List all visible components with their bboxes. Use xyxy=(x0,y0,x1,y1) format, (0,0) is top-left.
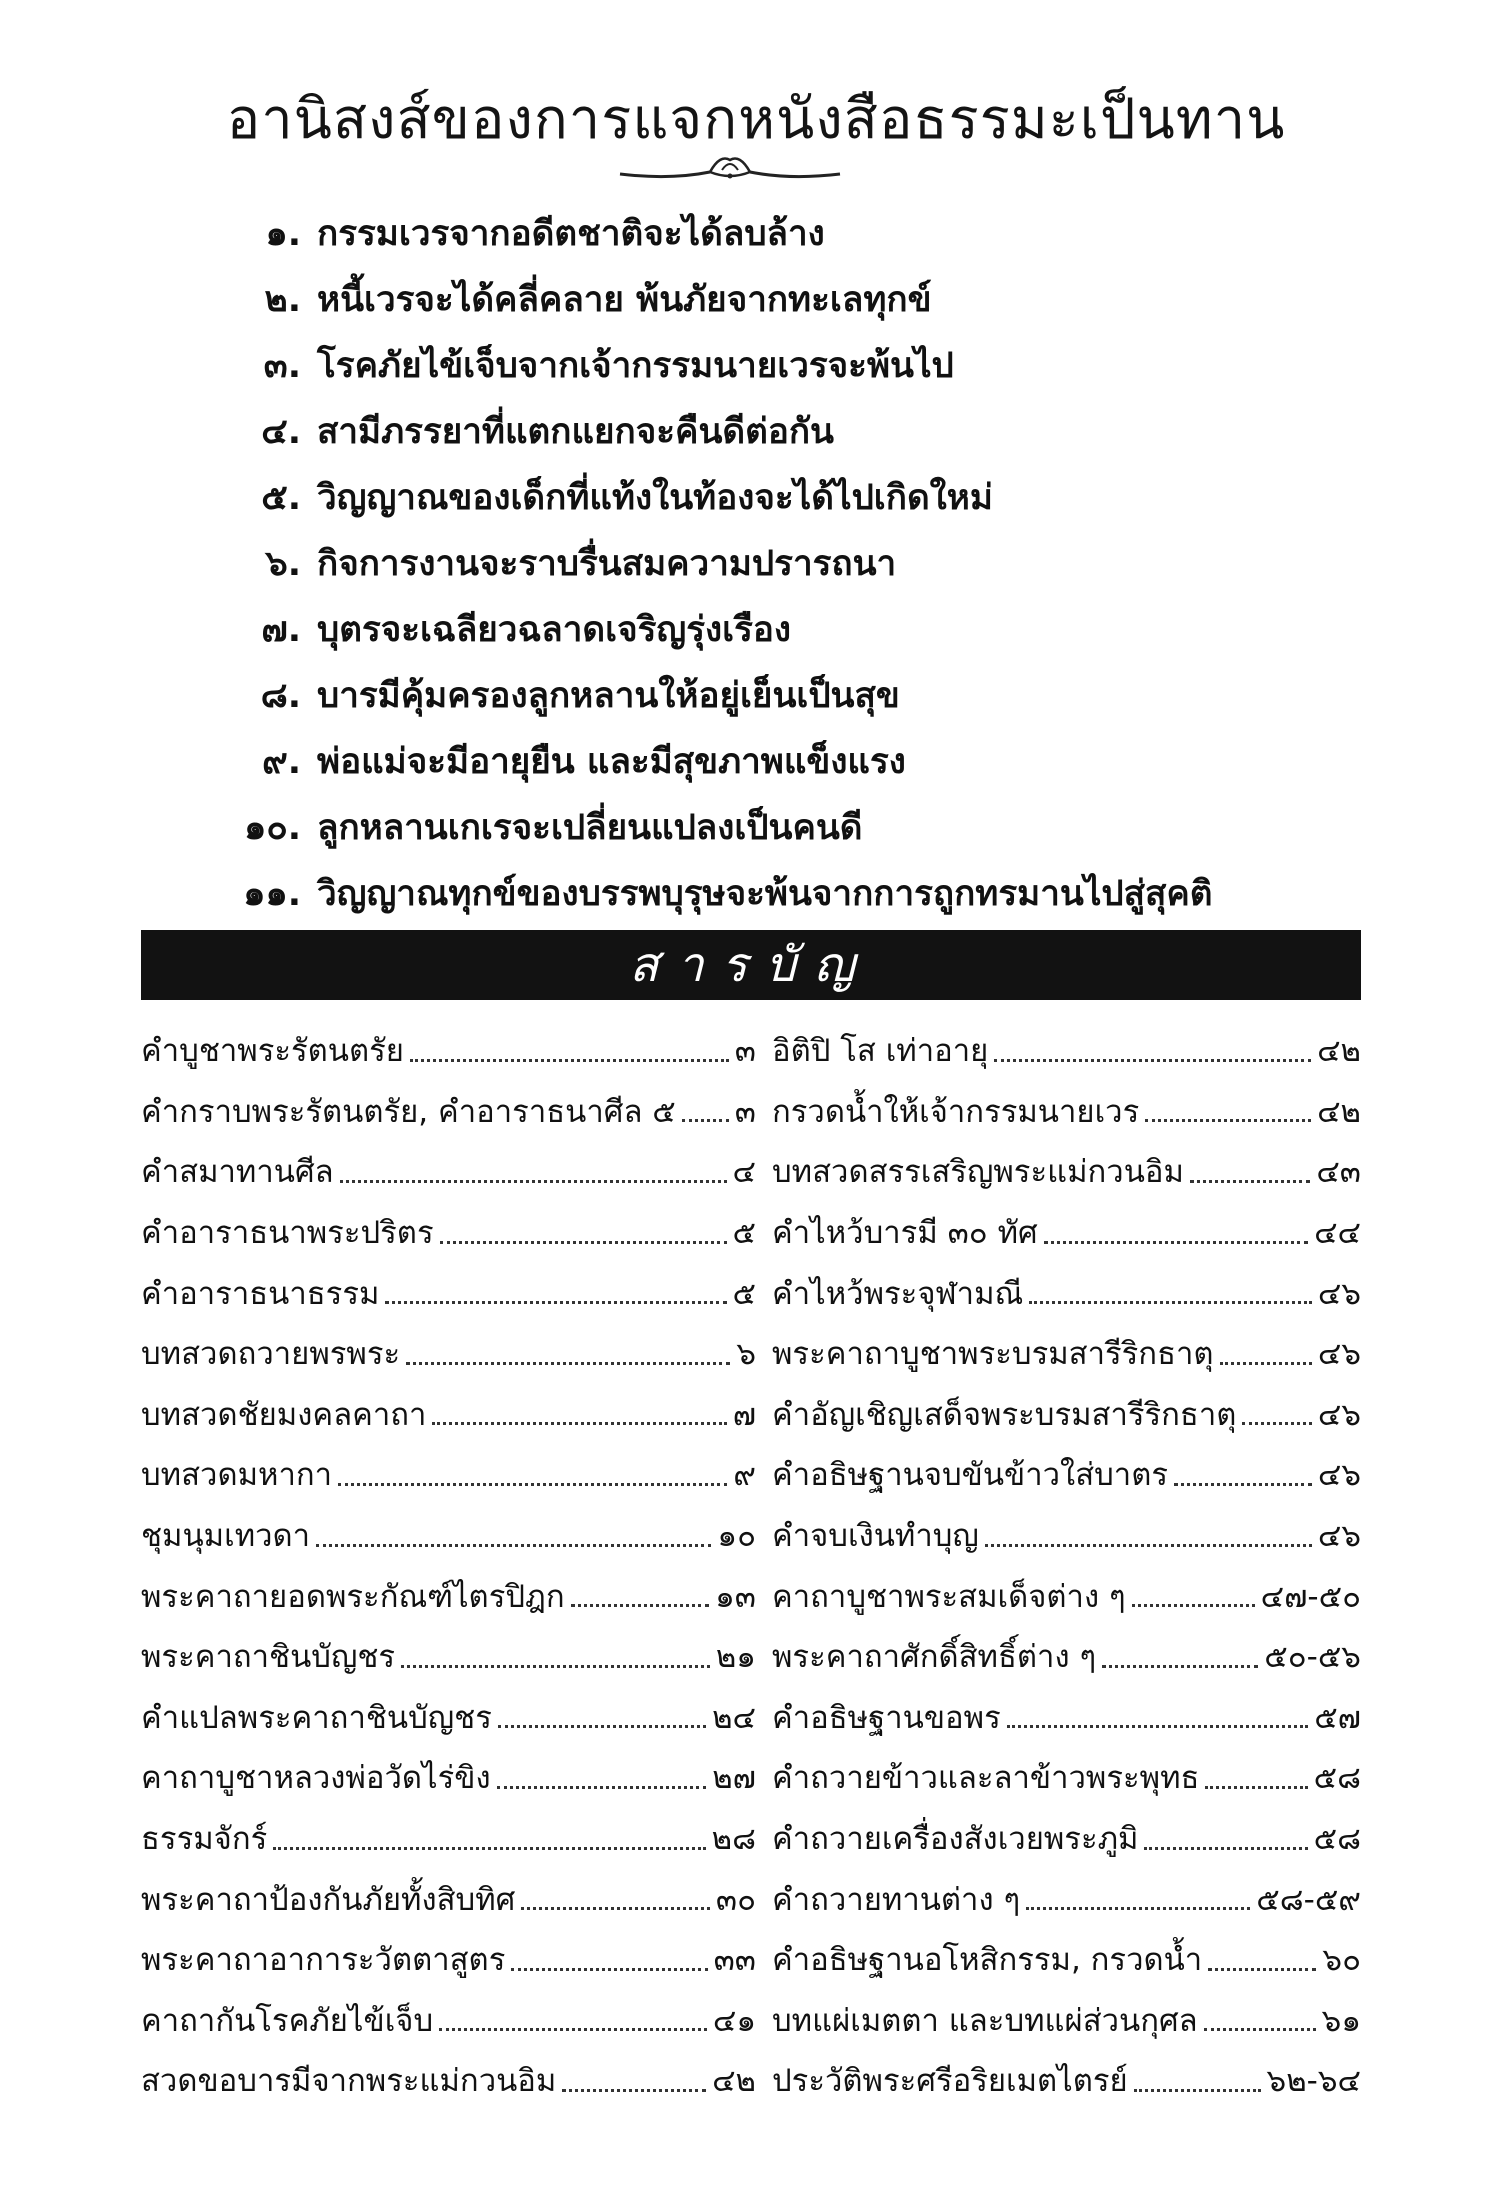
toc-entry xyxy=(141,1262,756,1323)
item-text: ลูกหลานเกเรจะเปลี่ยนแปลงเป็นคนดี xyxy=(317,807,863,848)
toc-heading: สารบัญ xyxy=(629,937,873,993)
toc-heading-banner xyxy=(141,930,1361,1000)
toc-entry xyxy=(772,1626,1361,1687)
list-item xyxy=(225,398,1213,464)
page-title: อานิสงส์ของการแจกหนังสือธรรมะเป็นทาน xyxy=(226,87,1286,152)
toc-entry-title: คำกราบพระรัตนตรัย, คำอาราธนาศีล ๕ xyxy=(141,1093,676,1130)
toc-entry xyxy=(141,1141,756,1202)
toc-entry-title: คาถากันโรคภัยไข้เจ็บ xyxy=(141,2002,434,2039)
dot-leader xyxy=(432,1422,726,1425)
toc-entry-page: ๓ xyxy=(734,1093,756,1130)
dot-leader xyxy=(521,1907,710,1910)
list-item xyxy=(225,728,1213,794)
dot-leader xyxy=(1026,1907,1250,1910)
list-item xyxy=(225,596,1213,662)
dot-leader xyxy=(497,1786,707,1789)
toc-entry-title: คำบูชาพระรัตนตรัย xyxy=(141,1033,404,1070)
toc-entry-title: อิติปิ โส เท่าอายุ xyxy=(772,1033,989,1070)
toc-entry xyxy=(772,1262,1361,1323)
toc-entry xyxy=(141,1202,756,1263)
item-number: ๖. xyxy=(265,543,301,584)
toc-entry-title: คาถาบูชาหลวงพ่อวัดไร่ขิง xyxy=(141,1760,491,1797)
toc-entry-page: ๒๑ xyxy=(715,1639,756,1676)
toc-entry xyxy=(141,2050,756,2111)
toc-entry-title: คำไหว้พระจุฬามณี xyxy=(772,1275,1024,1312)
toc-entry-page: ๕ xyxy=(732,1275,756,1312)
toc-entry-page: ๔๓ xyxy=(1316,1154,1361,1191)
toc-entry-title: พระคาถาป้องกันภัยทั้งสิบทิศ xyxy=(141,1881,516,1918)
toc-entry-page: ๖๐ xyxy=(1322,1942,1361,1979)
toc-entry-page: ๕๘-๕๙ xyxy=(1256,1881,1361,1918)
dot-leader xyxy=(338,1483,727,1486)
toc-entry-title: คำถวายทานต่าง ๆ xyxy=(772,1881,1021,1918)
item-number: ๑๑. xyxy=(243,873,301,914)
toc-entry xyxy=(141,1565,756,1626)
dot-leader xyxy=(682,1119,729,1122)
toc-entry-page: ๔๖ xyxy=(1317,1275,1361,1312)
toc-entry-title: คำอาราธนาพระปริตร xyxy=(141,1215,434,1252)
dot-leader xyxy=(511,1968,707,1971)
toc-entry xyxy=(141,1384,756,1445)
toc-entry-page: ๒๔ xyxy=(712,1699,756,1736)
toc-entry xyxy=(772,1565,1361,1626)
dot-leader xyxy=(1134,2089,1261,2092)
dot-leader xyxy=(994,1059,1311,1062)
dot-leader xyxy=(340,1180,727,1183)
item-number: ๕. xyxy=(261,477,301,518)
item-number: ๘. xyxy=(260,675,301,716)
benefits-list xyxy=(225,200,1213,926)
list-item xyxy=(225,794,1213,860)
toc-entry-page: ๔๖ xyxy=(1317,1336,1361,1373)
item-text: หนี้เวรจะได้คลี่คลาย พ้นภัยจากทะเลทุกข์ xyxy=(317,279,932,320)
dot-leader xyxy=(439,2028,707,2031)
item-number: ๒. xyxy=(264,279,301,320)
list-item xyxy=(225,662,1213,728)
toc-entry xyxy=(141,1626,756,1687)
item-text: บารมีคุ้มครองลูกหลานให้อยู่เย็นเป็นสุข xyxy=(317,675,900,716)
toc-entry-title: บทสวดถวายพรพระ xyxy=(141,1336,401,1373)
toc-entry-title: คำอธิษฐานอโหสิกรรม, กรวดน้ำ xyxy=(772,1942,1203,1979)
toc-entry xyxy=(772,2050,1361,2111)
toc-entry-page: ๕๐-๕๖ xyxy=(1264,1639,1361,1676)
list-item xyxy=(225,200,1213,266)
item-number: ๙. xyxy=(262,741,301,782)
item-text: บุตรจะเฉลียวฉลาดเจริญรุ่งเรือง xyxy=(317,609,791,650)
item-number: ๔. xyxy=(261,411,301,452)
dot-leader xyxy=(406,1362,730,1365)
toc-entry xyxy=(772,1444,1361,1505)
toc-entry xyxy=(772,1505,1361,1566)
toc-entry-page: ๓๐ xyxy=(715,1881,756,1918)
dot-leader xyxy=(410,1059,729,1062)
dot-leader xyxy=(1029,1301,1312,1304)
toc-entry xyxy=(772,1020,1361,1081)
item-number: ๑. xyxy=(265,213,301,254)
toc-entry-title: พระคาถาชินบัญชร xyxy=(141,1639,396,1676)
toc-entry-title: พระคาถาบูชาพระบรมสารีริกธาตุ xyxy=(772,1336,1214,1373)
dot-leader xyxy=(316,1544,711,1547)
toc-entry-page: ๑๓ xyxy=(715,1578,756,1615)
item-number: ๓. xyxy=(263,345,301,386)
item-text: กรรมเวรจากอดีตชาติจะได้ลบล้าง xyxy=(317,213,825,254)
toc-entry-page: ๔๔ xyxy=(1314,1215,1361,1252)
toc-entry xyxy=(772,1808,1361,1869)
dot-leader xyxy=(571,1604,710,1607)
toc-entry-page: ๓๓ xyxy=(713,1942,756,1979)
toc-entry-page: ๔๖ xyxy=(1317,1457,1361,1494)
toc-entry xyxy=(141,1747,756,1808)
toc-entry-title: คำจบเงินทำบุญ xyxy=(772,1518,979,1555)
dot-leader xyxy=(1044,1241,1308,1244)
toc-entry-page: ๖๑ xyxy=(1321,2002,1361,2039)
toc-entry-title: คำแปลพระคาถาชินบัญชร xyxy=(141,1699,492,1736)
toc-entry xyxy=(772,1081,1361,1142)
toc-entry-title: คำสมาทานศีล xyxy=(141,1154,334,1191)
toc-entry-title: คำถวายเครื่องสังเวยพระภูมิ xyxy=(772,1821,1139,1858)
toc-entry xyxy=(772,1141,1361,1202)
toc-entry-title: ธรรมจักร์ xyxy=(141,1821,268,1858)
dot-leader xyxy=(985,1544,1312,1547)
toc-entry-title: บทแผ่เมตตา และบทแผ่ส่วนกุศล xyxy=(772,2002,1198,2039)
toc-entry-title: พระคาถายอดพระกัณฑ์ไตรปิฎก xyxy=(141,1578,565,1615)
toc-entry-page: ๑๐ xyxy=(717,1518,756,1555)
toc-entry xyxy=(141,1020,756,1081)
toc-entry-title: บทสวดชัยมงคลคาถา xyxy=(141,1396,427,1433)
toc-entry-page: ๕ xyxy=(732,1215,756,1252)
toc-entry xyxy=(772,1202,1361,1263)
toc-entry-title: คำอธิษฐานจบขันข้าวใส่บาตร xyxy=(772,1457,1168,1494)
item-text: พ่อแม่จะมีอายุยืน และมีสุขภาพแข็งแรง xyxy=(317,741,906,782)
list-item xyxy=(225,332,1213,398)
toc-entry-title: พระคาถาศักดิ์สิทธิ์ต่าง ๆ xyxy=(772,1639,1097,1676)
toc-entry-page: ๕๘ xyxy=(1313,1821,1361,1858)
toc-entry-title: ชุมนุมเทวดา xyxy=(141,1518,311,1555)
dot-leader xyxy=(1190,1180,1310,1183)
toc-entry xyxy=(772,1384,1361,1445)
toc-entry-title: คำไหว้บารมี ๓๐ ทัศ xyxy=(772,1215,1038,1252)
list-item xyxy=(225,530,1213,596)
toc-entry xyxy=(772,1990,1361,2051)
item-number: ๗. xyxy=(261,609,301,650)
toc-entry-page: ๔๖ xyxy=(1317,1396,1361,1433)
toc-entry-title: สวดขอบารมีจากพระแม่กวนอิม xyxy=(141,2063,557,2100)
toc-entry xyxy=(772,1868,1361,1929)
dot-leader xyxy=(1145,1119,1311,1122)
item-text: วิญญาณทุกข์ของบรรพบุรุษจะพ้นจากการถูกทรมานไปสู่สุคติ xyxy=(317,873,1213,914)
toc-entry xyxy=(141,1081,756,1142)
toc-entry xyxy=(772,1323,1361,1384)
toc-entry-page: ๗ xyxy=(732,1396,756,1433)
toc-entry-page: ๔๖ xyxy=(1317,1518,1361,1555)
toc-entry-page: ๔๒ xyxy=(1317,1093,1361,1130)
toc-entry-page: ๔ xyxy=(732,1154,756,1191)
list-item xyxy=(225,266,1213,332)
toc-entry-title: คำอัญเชิญเสด็จพระบรมสารีริกธาตุ xyxy=(772,1396,1237,1433)
dot-leader xyxy=(1208,1968,1316,1971)
dot-leader xyxy=(1205,1786,1307,1789)
toc-entry xyxy=(141,1990,756,2051)
lotus-flourish-icon xyxy=(610,150,850,190)
dot-leader xyxy=(385,1301,726,1304)
toc-entry-page: ๔๒ xyxy=(712,2063,756,2100)
toc-entry-title: ประวัติพระศรีอริยเมตไตรย์ xyxy=(772,2063,1128,2100)
toc-entry xyxy=(141,1687,756,1748)
toc-entry-page: ๒๘ xyxy=(711,1821,756,1858)
toc-entry xyxy=(141,1808,756,1869)
dot-leader xyxy=(498,1725,706,1728)
dot-leader xyxy=(1144,1847,1307,1850)
toc-entry-page: ๒๗ xyxy=(712,1760,756,1797)
list-item xyxy=(225,464,1213,530)
dot-leader xyxy=(562,2089,706,2092)
dot-leader xyxy=(1174,1483,1312,1486)
toc-entry-page: ๓ xyxy=(734,1033,756,1070)
item-text: สามีภรรยาที่แตกแยกจะคืนดีต่อกัน xyxy=(317,411,834,452)
dot-leader xyxy=(1204,2028,1316,2031)
toc-entry-title: พระคาถาอาการะวัตตาสูตร xyxy=(141,1942,506,1979)
dot-leader xyxy=(1102,1665,1258,1668)
toc-entry-page: ๔๗-๕๐ xyxy=(1260,1578,1361,1615)
toc-entry-page: ๕๗ xyxy=(1314,1699,1361,1736)
toc-entry-title: คำอาราธนาธรรม xyxy=(141,1275,380,1312)
toc-entry xyxy=(772,1687,1361,1748)
toc-entry xyxy=(141,1868,756,1929)
toc-entry xyxy=(772,1747,1361,1808)
toc-entry xyxy=(141,1323,756,1384)
item-text: โรคภัยไข้เจ็บจากเจ้ากรรมนายเวรจะพ้นไป xyxy=(317,345,954,386)
toc-entry-title: กรวดน้ำให้เจ้ากรรมนายเวร xyxy=(772,1093,1140,1130)
dot-leader xyxy=(1007,1725,1309,1728)
toc-left-column xyxy=(141,1020,756,2111)
toc-entry xyxy=(141,1505,756,1566)
toc-entry-page: ๙ xyxy=(733,1457,756,1494)
dot-leader xyxy=(401,1665,710,1668)
item-number: ๑๐. xyxy=(244,807,301,848)
toc-entry-page: ๕๘ xyxy=(1313,1760,1361,1797)
dot-leader xyxy=(440,1241,727,1244)
toc-entry-title: คาถาบูชาพระสมเด็จต่าง ๆ xyxy=(772,1578,1126,1615)
item-text: กิจการงานจะราบรื่นสมความปรารถนา xyxy=(317,543,897,584)
toc-entry xyxy=(772,1929,1361,1990)
toc-right-column xyxy=(772,1020,1361,2111)
dot-leader xyxy=(1242,1422,1311,1425)
toc-entry xyxy=(141,1929,756,1990)
toc-entry-title: คำถวายข้าวและลาข้าวพระพุทธ xyxy=(772,1760,1200,1797)
toc-entry-page: ๖ xyxy=(736,1336,756,1373)
list-item xyxy=(225,860,1213,926)
toc-entry-title: คำอธิษฐานขอพร xyxy=(772,1699,1001,1736)
item-text: วิญญาณของเด็กที่แท้งในท้องจะได้ไปเกิดใหม่ xyxy=(317,477,993,518)
toc-entry-title: บทสวดสรรเสริญพระแม่กวนอิม xyxy=(772,1154,1184,1191)
toc-entry-title: บทสวดมหากา xyxy=(141,1457,333,1494)
dot-leader xyxy=(273,1847,705,1850)
dot-leader xyxy=(1220,1362,1312,1365)
toc-entry-page: ๔๑ xyxy=(712,2002,756,2039)
toc-entry-page: ๔๒ xyxy=(1317,1033,1361,1070)
toc-entry xyxy=(141,1444,756,1505)
dot-leader xyxy=(1132,1604,1255,1607)
toc-entry-page: ๖๒-๖๔ xyxy=(1266,2063,1361,2100)
